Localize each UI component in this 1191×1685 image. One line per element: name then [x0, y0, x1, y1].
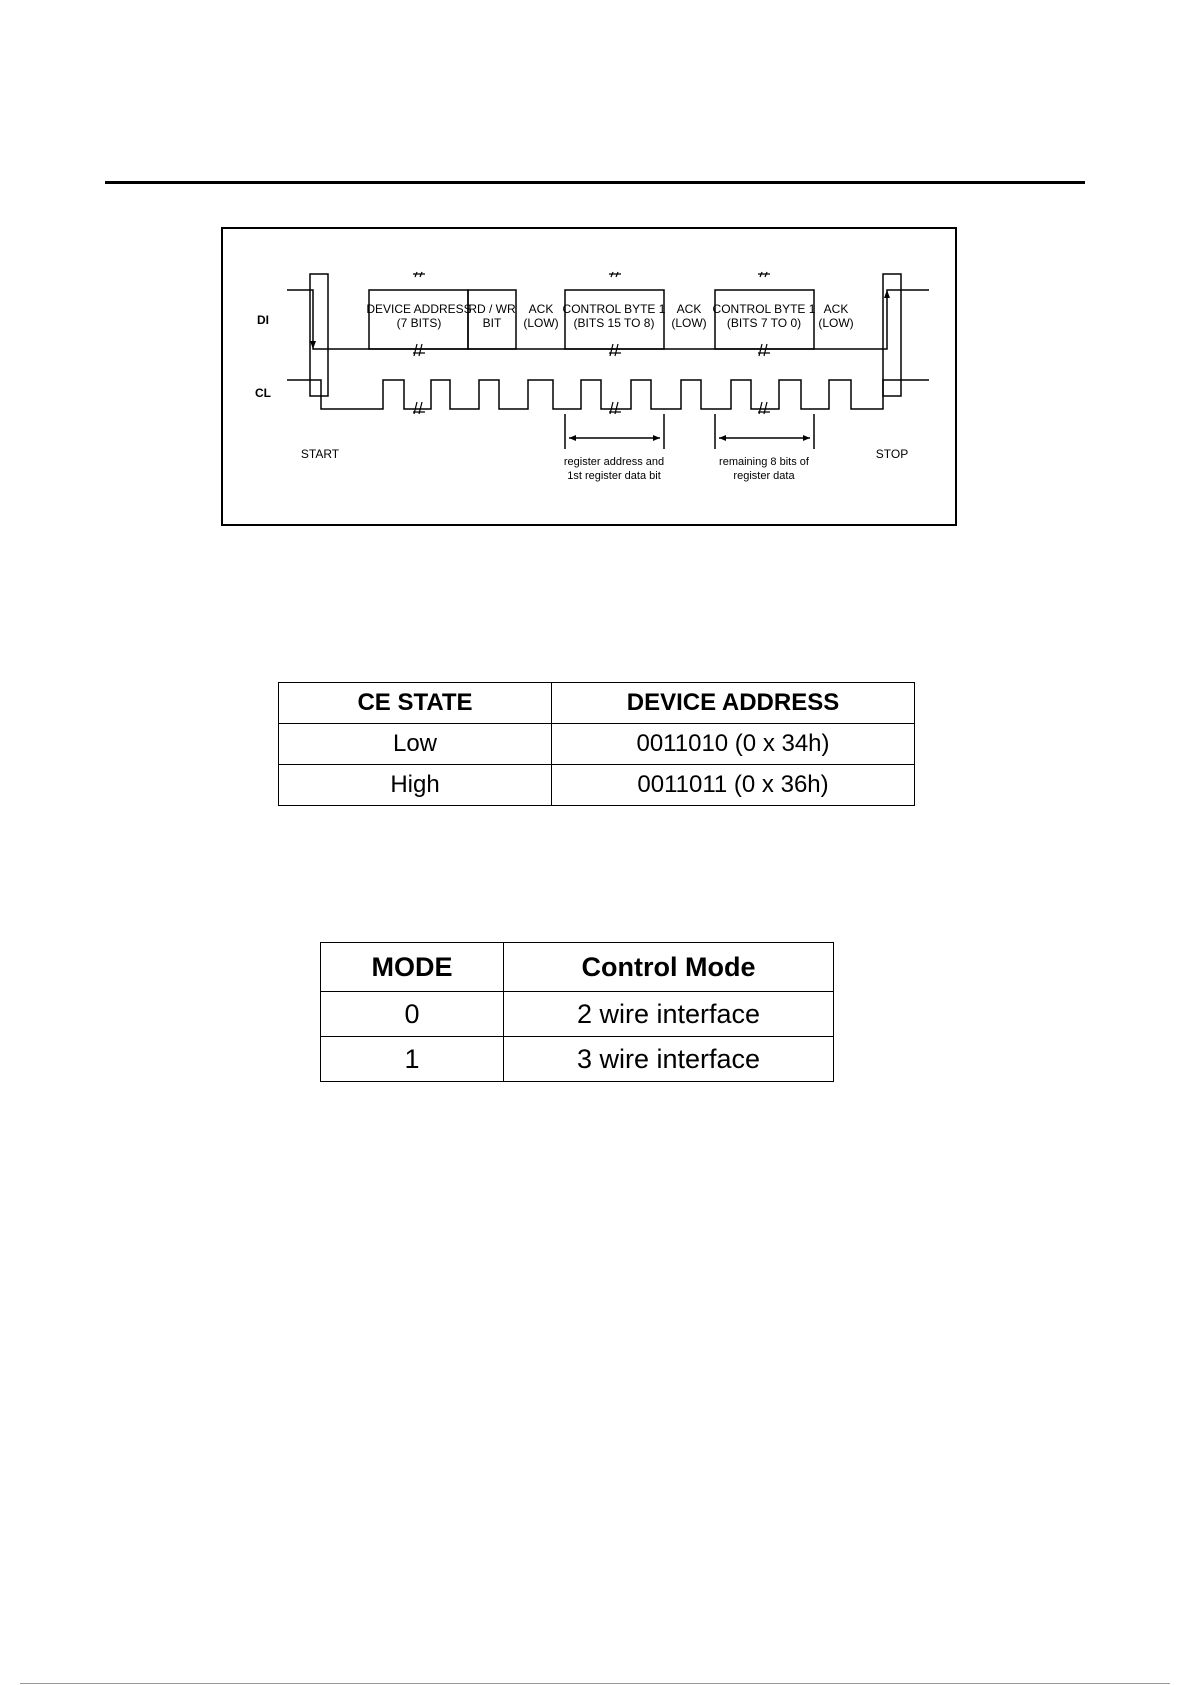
signal-label-cl: CL [255, 386, 271, 400]
column-header-control-mode: Control Mode [504, 943, 834, 992]
table-row [321, 1037, 834, 1082]
table-cell: 3 wire interface [504, 1037, 834, 1082]
field-sub-ack-3: (LOW) [818, 316, 854, 330]
table-cell: 1 [321, 1037, 504, 1082]
table-row [279, 724, 915, 765]
cl-waveform [287, 380, 929, 409]
field-label-ack-2: ACK [676, 302, 702, 316]
field-sub-device-address: (7 BITS) [396, 316, 442, 330]
field-label-rd-wr: RD / WR [468, 302, 516, 316]
field-label-control-byte-high: CONTROL BYTE 1 [562, 302, 666, 316]
span2-label-line1: remaining 8 bits of [719, 456, 809, 468]
table-row [321, 992, 834, 1037]
control-mode-table [320, 942, 834, 1082]
field-label-ack-3: ACK [823, 302, 849, 316]
table-cell: Low [279, 724, 552, 765]
signal-label-di: DI [257, 313, 269, 327]
footer-rule [20, 1683, 1170, 1684]
field-label-device-address: DEVICE ADDRESS [366, 302, 472, 316]
span2-bracket [715, 414, 814, 449]
table-cell: 2 wire interface [504, 992, 834, 1037]
device-address-table [278, 682, 915, 806]
span1-label-line2: 1st register data bit [567, 470, 661, 482]
start-label: START [300, 447, 340, 461]
span1-label-line1: register address and [563, 456, 665, 468]
field-sub-ack-1: (LOW) [523, 316, 559, 330]
table-cell: High [279, 765, 552, 806]
column-header-device-address: DEVICE ADDRESS [552, 683, 915, 724]
column-header-mode: MODE [321, 943, 504, 992]
timing-diagram [221, 227, 957, 526]
header-rule [105, 181, 1085, 184]
table-row [279, 765, 915, 806]
field-label-ack-1: ACK [528, 302, 554, 316]
field-sub-control-byte-high: (BITS 15 TO 8) [573, 316, 655, 330]
table-cell: 0011011 (0 x 36h) [552, 765, 915, 806]
column-header-ce-state: CE STATE [279, 683, 552, 724]
field-sub-rd-wr: BIT [482, 316, 502, 330]
stop-label: STOP [875, 447, 909, 461]
table-cell: 0 [321, 992, 504, 1037]
span1-bracket [565, 414, 664, 449]
field-label-control-byte-low: CONTROL BYTE 1 [712, 302, 816, 316]
field-sub-ack-2: (LOW) [671, 316, 707, 330]
table-header-row [279, 683, 915, 724]
break-marks [413, 272, 770, 414]
stop-marker [883, 274, 901, 396]
timing-diagram-svg [223, 229, 959, 528]
span2-label-line2: register data [733, 470, 795, 482]
field-sub-control-byte-low: (BITS 7 TO 0) [726, 316, 802, 330]
table-cell: 0011010 (0 x 34h) [552, 724, 915, 765]
table-header-row [321, 943, 834, 992]
